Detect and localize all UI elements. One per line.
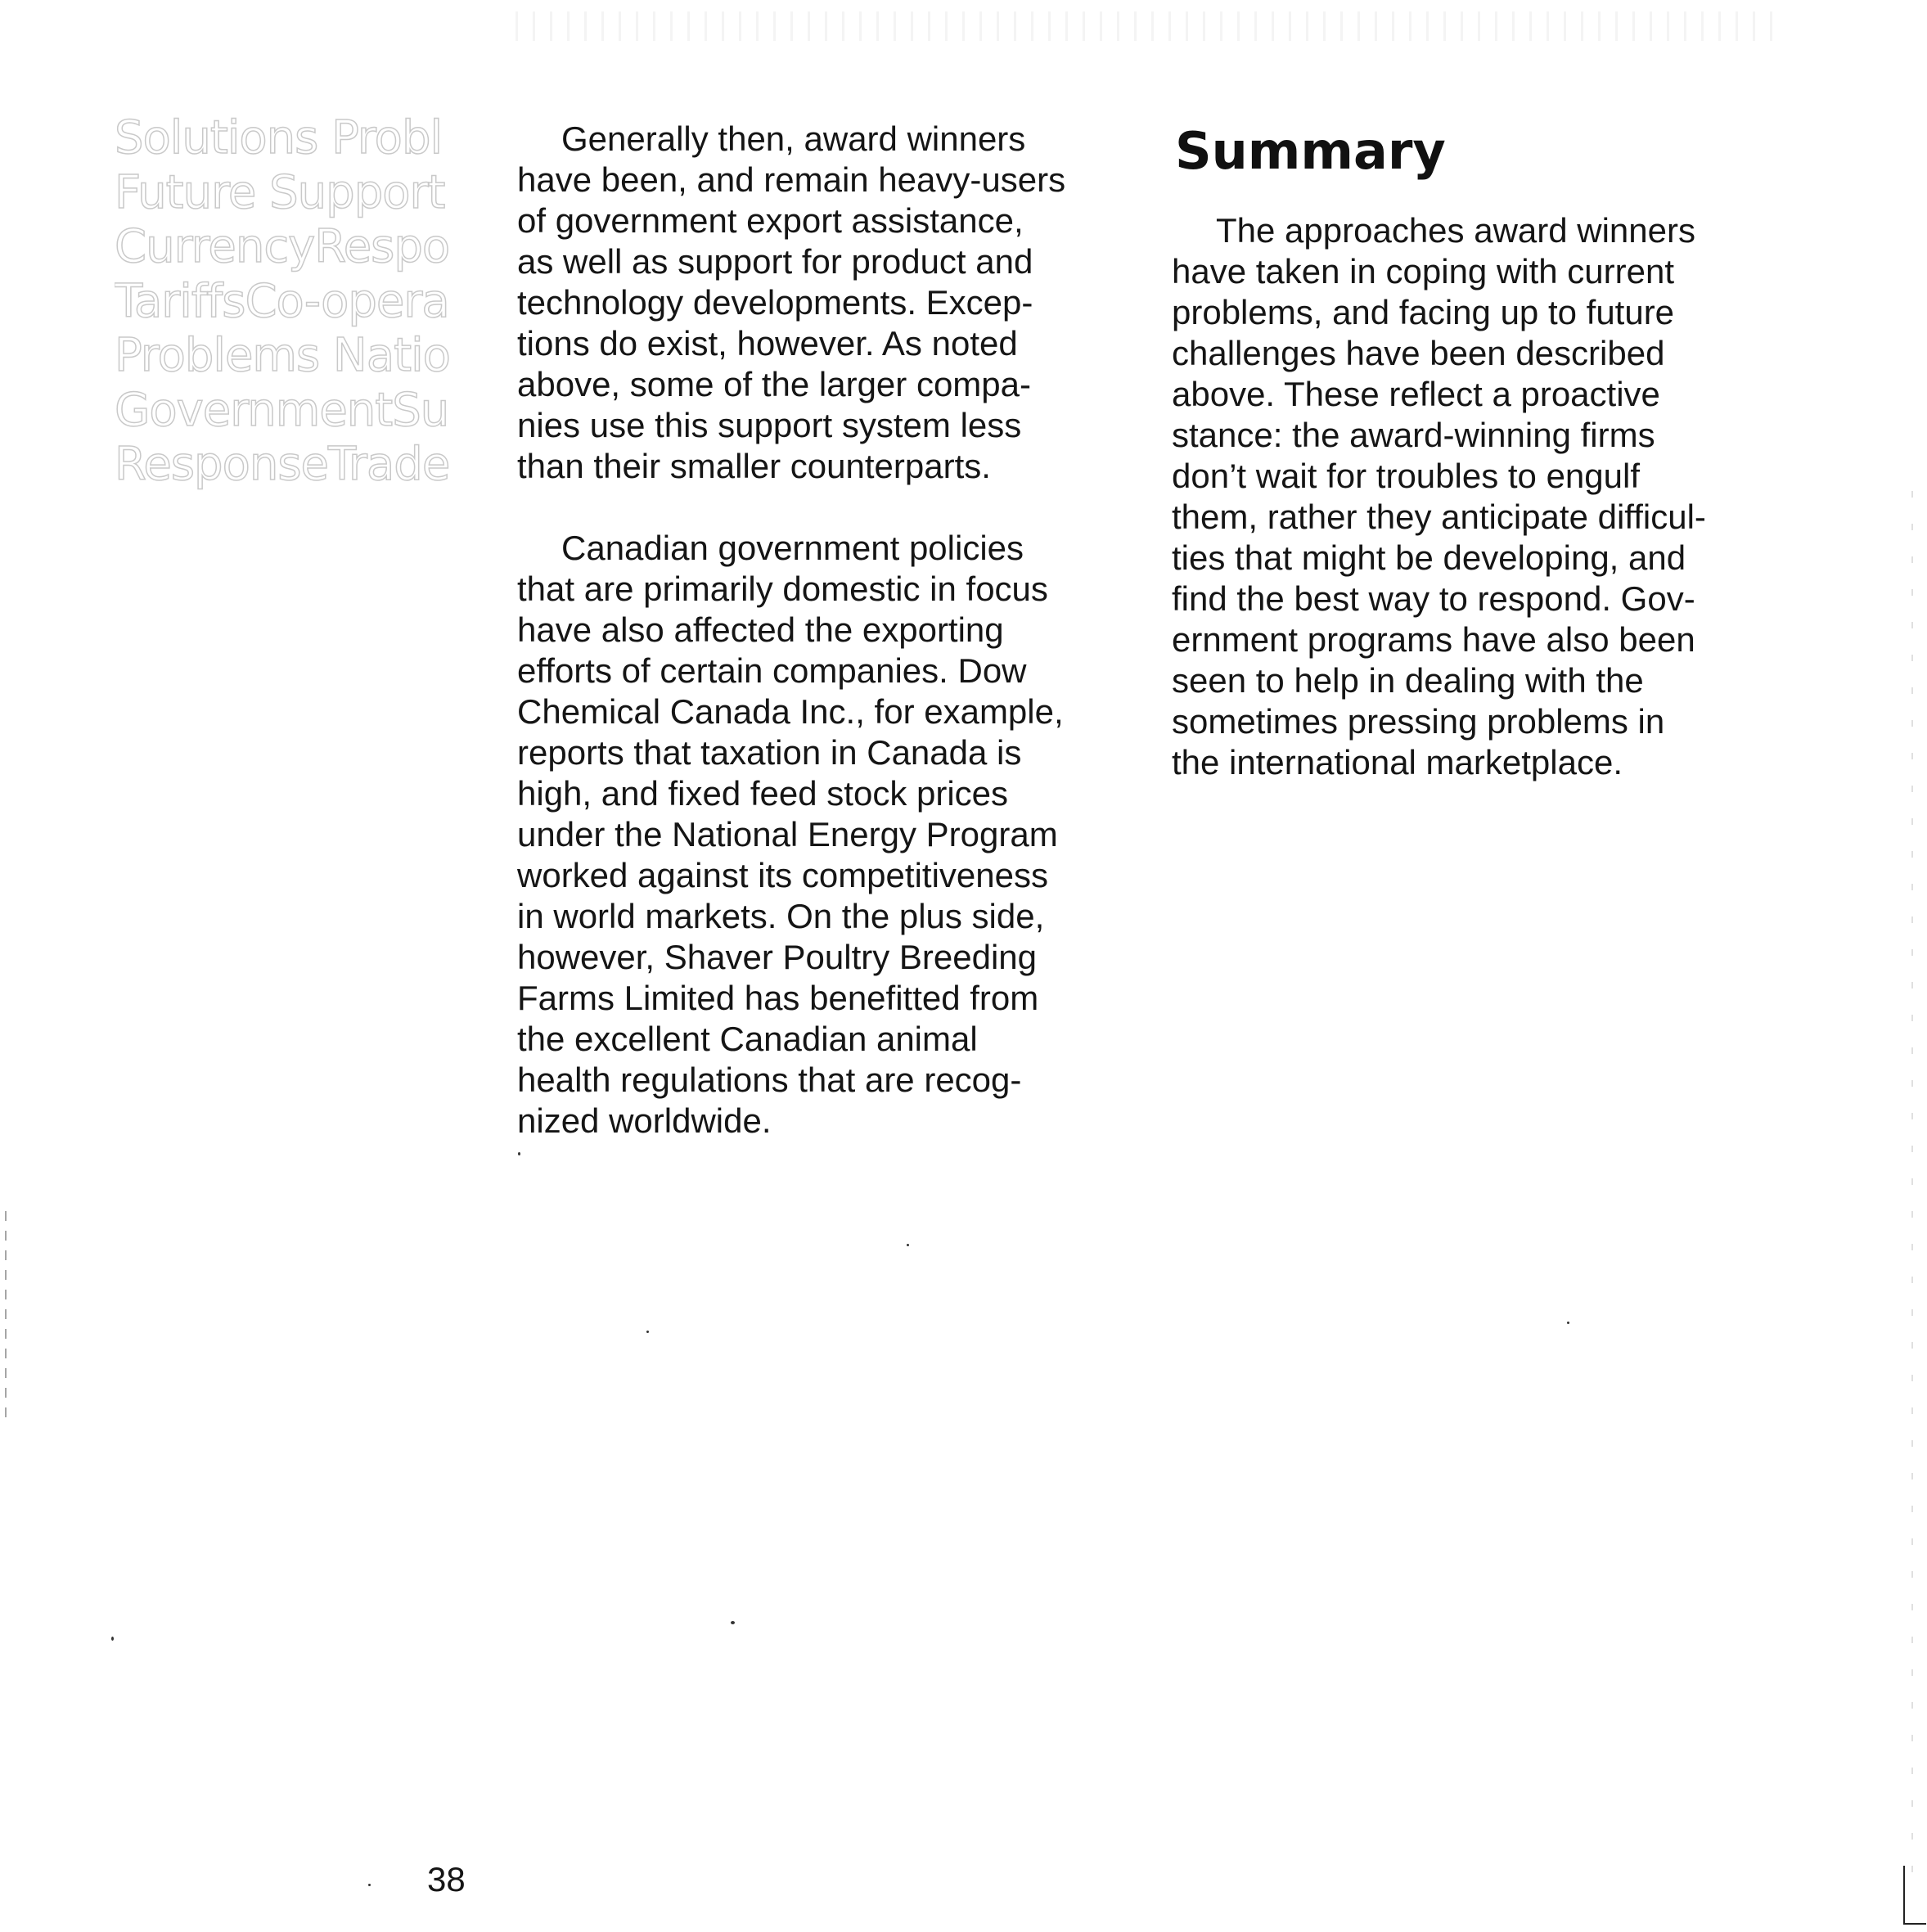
text-line: reports that taxation in Canada is [517, 733, 1022, 772]
text-line: above. These reflect a proactive [1172, 375, 1660, 413]
keyword-line: Future Support [115, 165, 445, 219]
text-line: have been, and remain heavy-users [517, 160, 1066, 199]
scan-speck [731, 1621, 735, 1624]
text-line: nies use this support system less [517, 406, 1022, 444]
summary-heading: Summary [1175, 121, 1446, 181]
text-line: find the best way to respond. Gov- [1172, 579, 1695, 618]
paragraph-domestic-policies [517, 528, 1147, 1142]
text-line: challenges have been described [1172, 334, 1665, 372]
text-line: as well as support for product and [517, 242, 1033, 281]
text-line: efforts of certain companies. Dow [517, 651, 1027, 690]
summary-column [1172, 119, 1892, 783]
middle-text-column [517, 119, 1147, 1142]
text-line: Chemical Canada Inc., for example, [517, 692, 1064, 731]
scan-speck [368, 1884, 371, 1886]
text-line: that are primarily domestic in focus [517, 570, 1048, 608]
text-line: them, rather they anticipate difficul- [1172, 498, 1706, 536]
text-line: sometimes pressing problems in [1172, 702, 1665, 741]
text-line: Canadian government policies [561, 529, 1024, 567]
scan-speck [1567, 1322, 1569, 1324]
crop-mark [1903, 1866, 1926, 1925]
text-line: worked against its competitiveness [517, 856, 1048, 894]
text-line: don’t wait for troubles to engulf [1172, 457, 1641, 495]
text-line: tions do exist, however. As noted [517, 324, 1018, 363]
keyword-line: TariffsCo-opera [115, 274, 449, 328]
keyword-line: Problems Natio [115, 329, 450, 382]
scan-speck [111, 1637, 114, 1641]
text-line: have taken in coping with current [1172, 252, 1675, 290]
text-line: stance: the award-winning firms [1172, 416, 1655, 454]
text-line: seen to help in dealing with the [1172, 661, 1644, 700]
paragraph-export-assistance [517, 119, 1147, 487]
text-line: above, some of the larger compa- [517, 365, 1031, 403]
scan-speck [518, 1152, 520, 1155]
text-line: problems, and facing up to future [1172, 293, 1675, 331]
text-line: health regulations that are recog- [517, 1061, 1022, 1099]
text-line: nized worldwide. [517, 1101, 772, 1140]
text-line: of government export assistance, [517, 201, 1024, 240]
text-line: the excellent Canadian animal [517, 1020, 978, 1058]
text-line: in world markets. On the plus side, [517, 897, 1045, 935]
text-line: The approaches award winners [1216, 211, 1695, 250]
text-line: have also affected the exporting [517, 610, 1004, 649]
keyword-line: GovernmentSu [115, 383, 449, 437]
scan-edge-right [1911, 491, 1913, 1882]
summary-paragraph [1172, 210, 1892, 783]
keyword-line: Solutions Probl [115, 111, 443, 164]
text-line: than their smaller counterparts. [517, 447, 991, 485]
text-line: high, and fixed feed stock prices [517, 774, 1009, 813]
scan-noise [516, 11, 1776, 41]
text-line: ernment programs have also been [1172, 620, 1695, 659]
scan-speck [646, 1331, 649, 1333]
text-line: however, Shaver Poultry Breeding [517, 938, 1038, 976]
text-line: technology developments. Excep- [517, 283, 1033, 322]
keyword-line: CurrencyRespo [115, 220, 450, 273]
decorative-keyword-column [115, 111, 499, 496]
text-line: the international marketplace. [1172, 743, 1623, 781]
text-line: Farms Limited has benefitted from [517, 979, 1039, 1017]
text-line: ties that might be developing, and [1172, 538, 1686, 577]
text-line: Generally then, award winners [561, 119, 1026, 158]
scan-speck [907, 1244, 909, 1246]
scan-edge-left [5, 1211, 7, 1424]
page-number: 38 [427, 1860, 466, 1898]
keyword-line: ResponseTrade [115, 438, 450, 491]
text-line: under the National Energy Program [517, 815, 1058, 853]
